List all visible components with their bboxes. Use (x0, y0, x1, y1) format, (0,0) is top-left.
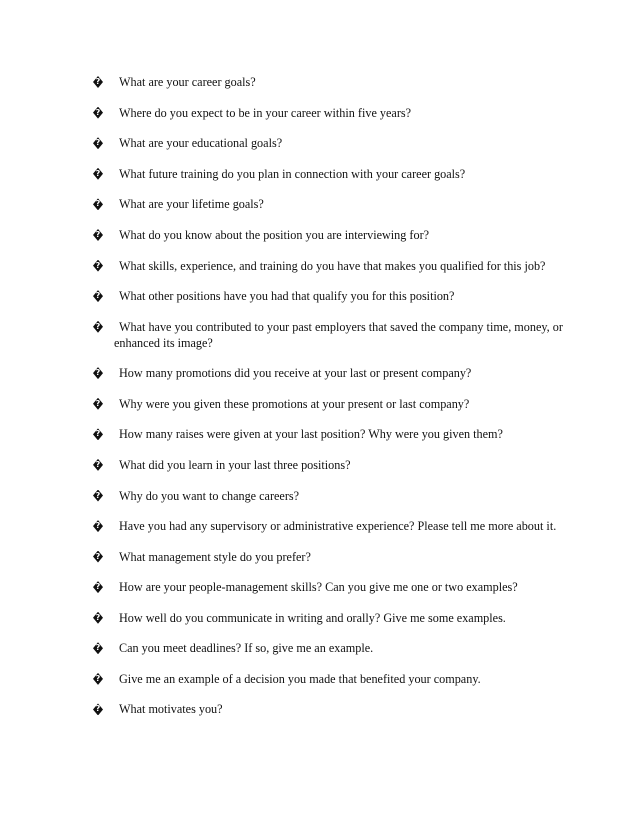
replacement-character-icon: ? (92, 579, 110, 595)
replacement-character-icon: ? (92, 671, 110, 687)
list-item (92, 105, 572, 121)
replacement-character-icon: ? (92, 105, 110, 121)
replacement-character-icon: ? (92, 426, 110, 442)
list-item (92, 640, 572, 656)
list-item (92, 196, 572, 212)
replacement-character-icon: ? (92, 365, 110, 381)
replacement-character-icon: ? (92, 610, 110, 626)
question-text: What did you learn in your last three positions? (119, 457, 351, 472)
list-item (92, 166, 572, 182)
list-item (92, 488, 572, 504)
replacement-character-icon: ? (92, 518, 110, 534)
list-item (92, 579, 572, 595)
question-text: Where do you expect to be in your career within five years? (119, 105, 412, 120)
replacement-character-icon: ? (92, 227, 110, 243)
question-text: Why were you given these promotions at your present or last company? (119, 396, 470, 411)
replacement-character-icon: ? (92, 396, 110, 412)
list-item (92, 227, 572, 243)
list-item (92, 396, 572, 412)
question-text: How many promotions did you receive at your last or present company? (119, 366, 472, 381)
question-text: What do you know about the position you are interviewing for? (119, 227, 430, 242)
replacement-character-icon: ? (92, 457, 110, 473)
replacement-character-icon: ? (92, 288, 110, 304)
replacement-character-icon: ? (92, 135, 110, 151)
question-text: How many raises were given at your last position? Why were you given them? (119, 427, 503, 442)
question-text: What are your lifetime goals? (119, 197, 264, 212)
replacement-character-icon: ? (92, 166, 110, 182)
question-text: Can you meet deadlines? If so, give me an example. (119, 641, 374, 656)
replacement-character-icon: ? (92, 640, 110, 656)
question-text: What have you contributed to your past employers that saved the company time, money, or enhanced its image? (114, 319, 563, 350)
list-item (92, 426, 572, 442)
list-item (92, 610, 572, 626)
replacement-character-icon: ? (92, 196, 110, 212)
question-text: What management style do you prefer? (119, 549, 311, 564)
list-item (92, 549, 572, 565)
list-item (92, 74, 572, 90)
question-text: What future training do you plan in connection with your career goals? (119, 166, 466, 181)
question-text: What skills, experience, and training do you have that makes you qualified for this job? (119, 258, 546, 273)
list-item (92, 457, 572, 473)
list-item (92, 288, 572, 304)
question-text: Why do you want to change careers? (119, 488, 300, 503)
replacement-character-icon: ? (92, 74, 110, 90)
list-item (92, 258, 572, 274)
question-text: What other positions have you had that qualify you for this position? (119, 289, 455, 304)
question-text: What are your educational goals? (119, 136, 283, 151)
list-item (92, 518, 572, 534)
replacement-character-icon: ? (92, 488, 110, 504)
question-text: What motivates you? (119, 702, 223, 717)
list-item (92, 319, 572, 351)
replacement-character-icon: ? (92, 549, 110, 565)
question-text: What are your career goals? (119, 75, 256, 89)
replacement-character-icon: ? (92, 701, 110, 717)
question-text: Give me an example of a decision you made that benefited your company. (119, 671, 481, 686)
list-item (92, 135, 572, 151)
replacement-character-icon: ? (92, 258, 110, 274)
replacement-character-icon: ? (92, 319, 110, 335)
question-text: Have you had any supervisory or administrative experience? Please tell me more about it. (119, 519, 557, 534)
list-item (92, 671, 572, 687)
list-item (92, 365, 572, 381)
question-text: How well do you communicate in writing and orally? Give me some examples. (119, 610, 506, 625)
question-list (92, 74, 572, 732)
list-item (92, 701, 572, 717)
question-text: How are your people-management skills? Can you give me one or two examples? (119, 580, 518, 595)
